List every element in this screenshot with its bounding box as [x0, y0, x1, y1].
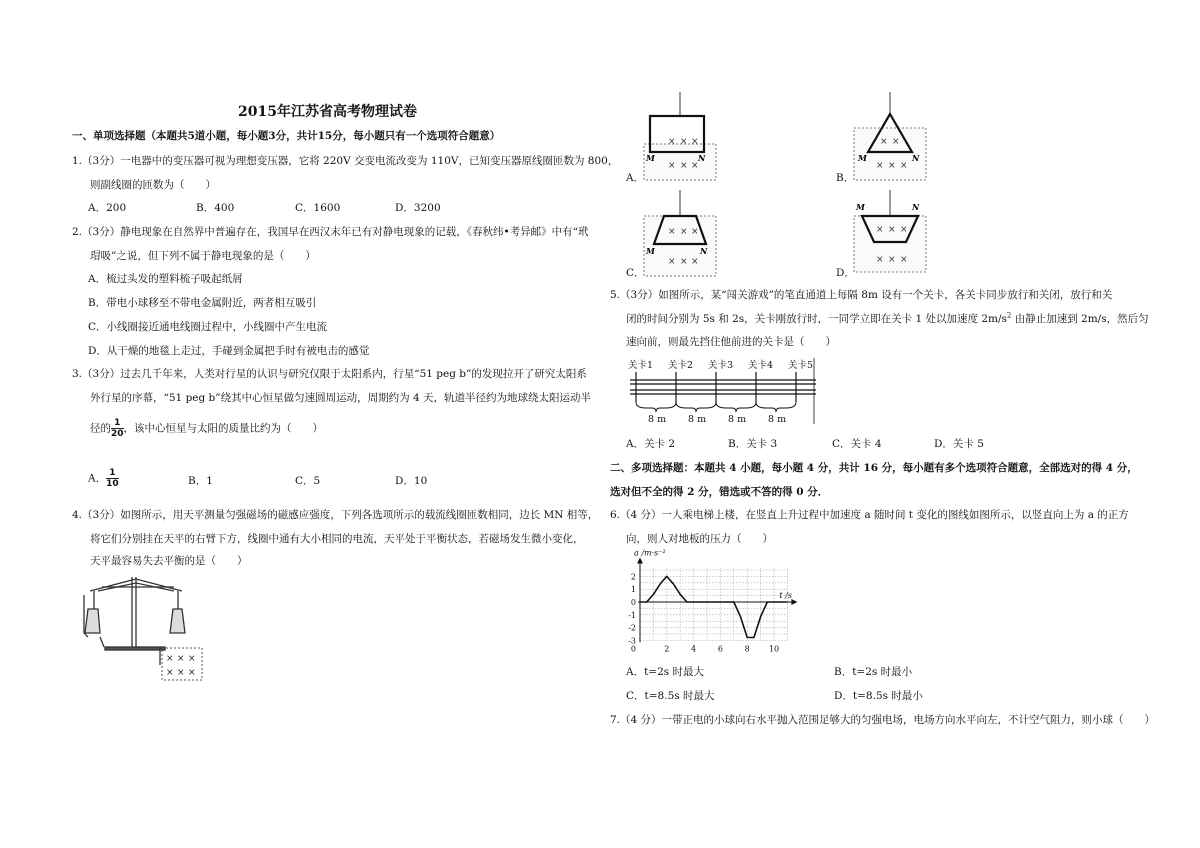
q6-stem-line2: 向，则人对地板的压力（ ） [626, 533, 773, 545]
gap-label: 8 m [728, 414, 747, 425]
q4-stem-line1: 4.（3分）如图所示，用天平测量匀强磁场的磁感应强度，下列各选项所示的载流线圈匝数相同，边长 MN 相等， [72, 509, 599, 521]
q5-stem-line1: 5.（3分）如图所示，某“闯关游戏”的笔直通道上每隔 8m 设有一个关卡，各关卡同步放行和关闭，放行和关 [610, 289, 1113, 301]
q6-option-b[interactable]: B．t=2s 时最小 [834, 666, 913, 678]
acceleration-time-chart [618, 548, 798, 656]
balance-diagram [80, 575, 210, 680]
q3-stem-pre: 径的 [90, 422, 111, 435]
svg-text:×: × [680, 161, 688, 171]
gap-label: 8 m [688, 414, 707, 425]
x-axis-arrow [791, 599, 797, 605]
cross-mark: × [177, 654, 185, 664]
q3-option-d[interactable]: D．10 [395, 475, 428, 487]
q3-option-b[interactable]: B．1 [188, 475, 213, 487]
q4-option-c[interactable]: C． [626, 267, 645, 279]
cross-mark: × [188, 668, 196, 678]
q1-stem-line2: 则副线圈的匝数为（ ） [90, 179, 216, 191]
coil-option-a[interactable] [640, 92, 720, 182]
x-tick-label: 10 [768, 644, 780, 654]
q7-stem-line1: 7.（4 分）一带正电的小球向右水平抛入范围足够大的匀强电场，电场方向水平向左，不计空气阻力，则小球（ ） [610, 714, 1156, 726]
q2-stem-line2: 瑁吸”之说，但下列不属于静电现象的是（ ） [90, 250, 316, 262]
q4-option-b[interactable]: B． [836, 172, 855, 184]
svg-text:N: N [912, 153, 920, 163]
q2-option-b[interactable]: B．带电小球移至不带电金属附近，两者相互吸引 [88, 297, 317, 309]
svg-text:M: M [858, 153, 867, 163]
q5-option-c[interactable]: C．关卡 4 [832, 438, 882, 450]
section-1-heading: 一、单项选择题（本题共5道小题，每小题3分，共计15分，每小题只有一个选项符合题意） [72, 130, 501, 142]
cross-mark: × [166, 668, 174, 678]
x-tick-label: 8 [744, 644, 750, 654]
section-2-heading-line2: 选对但不全的得 2 分，错选或不答的得 0 分． [610, 486, 829, 498]
q1-option-d[interactable]: D．3200 [395, 202, 441, 214]
svg-text:M: M [856, 202, 865, 212]
gate-label-3: 关卡3 [708, 360, 734, 371]
cross-mark: × [177, 668, 185, 678]
svg-text:×: × [668, 161, 676, 171]
x-tick-label: 2 [664, 644, 670, 654]
svg-text:×: × [888, 225, 896, 235]
y-tick-label: 2 [630, 572, 636, 582]
svg-text:×: × [900, 255, 908, 265]
q2-stem-line1: 2.（3分）静电现象在自然界中普遍存在，我国早在西汉末年已有对静电现象的记载，《春秋纬•考异邮》中有“玳 [72, 226, 589, 238]
x-tick-label: 4 [691, 644, 697, 654]
section-2-heading-line1: 二、多项选择题：本题共 4 小题，每小题 4 分，共计 16 分，每小题有多个选项符合题意，全部选对的得 4 分， [610, 462, 1138, 474]
svg-text:M: M [646, 246, 655, 256]
svg-text:×: × [892, 137, 900, 147]
svg-text:N: N [912, 202, 920, 212]
q4-option-d[interactable]: D． [836, 267, 855, 279]
cross-mark: × [166, 654, 174, 664]
svg-text:×: × [888, 161, 896, 171]
y-tick-label: -3 [628, 636, 636, 646]
svg-text:×: × [876, 255, 884, 265]
y-axis-label: a /m·s⁻² [634, 548, 666, 558]
gap-label: 8 m [768, 414, 787, 425]
gate-label-4: 关卡4 [748, 360, 774, 371]
q3-stem-line1: 3.（3分）过去几千年来，人类对行星的认识与研究仅限于太阳系内，行星“51 peg b”的发现拉开了研究太阳系 [72, 368, 587, 380]
svg-text:×: × [900, 225, 908, 235]
svg-text:×: × [668, 227, 676, 237]
y-tick-label: 0 [630, 598, 636, 607]
svg-text:×: × [888, 255, 896, 265]
q2-option-c[interactable]: C．小线圈接近通电线圈过程中，小线圈中产生电流 [88, 321, 328, 333]
paper-title: 2015年江苏省高考物理试卷 [238, 104, 417, 120]
q3-stem-post: ，该中心恒星与太阳的质量比约为（ ） [123, 422, 324, 435]
q1-option-b[interactable]: B．400 [196, 202, 235, 214]
svg-text:×: × [900, 161, 908, 171]
svg-text:×: × [668, 137, 676, 147]
q4-stem-line2: 将它们分别挂在天平的右臂下方，线圈中通有大小相同的电流，天平处于平衡状态，若磁场发生微小变化， [90, 533, 584, 545]
cross-mark: × [188, 654, 196, 664]
svg-text:×: × [680, 227, 688, 237]
q6-stem-line1: 6.（4 分）一人乘电梯上楼，在竖直上升过程中加速度 a 随时间 t 变化的图线如图所示，以竖直向上为 a 的正方 [610, 509, 1129, 521]
q4-stem-line3: 天平最容易失去平衡的是（ ） [90, 555, 248, 567]
series-line [640, 576, 787, 637]
q6-option-d[interactable]: D．t=8.5s 时最小 [834, 690, 923, 702]
gate-label-2: 关卡2 [668, 360, 694, 371]
gap-label: 8 m [648, 414, 667, 425]
q5-option-a[interactable]: A．关卡 2 [626, 438, 676, 450]
q5-stem-line3: 速向前，则最先挡住他前进的关卡是（ ） [626, 336, 836, 348]
q3-option-a[interactable]: A． $\frac{1}{10}$ [88, 468, 119, 489]
svg-text:×: × [691, 257, 699, 267]
svg-text:N: N [700, 246, 708, 256]
q3-stem-line3 [90, 418, 323, 439]
x-axis-label: t /s [779, 591, 792, 600]
gate-label-1: 关卡1 [628, 360, 654, 371]
svg-text:×: × [880, 137, 888, 147]
q6-option-a[interactable]: A．t=2s 时最大 [626, 666, 705, 678]
q3-fraction: $\frac{1}{20}$ [111, 418, 124, 439]
y-tick-label: -2 [628, 623, 636, 633]
q1-option-a[interactable]: A．200 [88, 202, 127, 214]
x-tick-label: 0 [630, 644, 636, 654]
coil-option-d[interactable] [850, 190, 930, 280]
gate-diagram [620, 358, 830, 433]
svg-text:×: × [680, 257, 688, 267]
q3-stem-line2: 外行星的序幕，“51 peg b”绕其中心恒星做匀速圆周运动，周期约为 4 天，轨道半径约为地球绕太阳运动半 [90, 392, 592, 404]
q5-option-b[interactable]: B．关卡 3 [728, 438, 778, 450]
q2-option-d[interactable]: D．从干燥的地毯上走过，手碰到金属把手时有被电击的感觉 [88, 345, 370, 357]
q3-option-c[interactable]: C．5 [295, 475, 321, 487]
y-tick-label: 1 [630, 585, 636, 595]
coil-option-b[interactable] [850, 92, 930, 182]
y-tick-label: -1 [628, 610, 636, 620]
svg-text:N: N [698, 153, 706, 163]
svg-text:×: × [691, 161, 699, 171]
svg-text:M: M [646, 153, 655, 163]
q4-option-a[interactable]: A． [626, 172, 645, 184]
q1-option-c[interactable]: C．1600 [295, 202, 341, 214]
q1-stem-line1: 1.（3分）一电器中的变压器可视为理想变压器，它将 220V 交变电流改变为 110V，已知变压器原线圈匝数为 800， [72, 155, 619, 167]
svg-text:×: × [668, 257, 676, 267]
q2-option-a[interactable]: A．梳过头发的塑料梳子吸起纸屑 [88, 273, 243, 285]
coil-option-c[interactable] [640, 190, 720, 280]
q5-option-d[interactable]: D．关卡 5 [934, 438, 984, 450]
svg-text:×: × [691, 227, 699, 237]
gate-label-5: 关卡5 [788, 360, 814, 371]
svg-text:×: × [691, 137, 699, 147]
q6-option-c[interactable]: C．t=8.5s 时最大 [626, 690, 715, 702]
x-tick-label: 6 [717, 644, 723, 654]
svg-text:×: × [680, 137, 688, 147]
q5-stem-line2: 闭的时间分别为 5s 和 2s，关卡刚放行时，一同学立即在关卡 1 处以加速度 $2m/s^2$ 由静止加速到 2m/s，然后匀 [626, 311, 1149, 325]
y-axis-arrow [637, 557, 643, 563]
svg-text:×: × [876, 225, 884, 235]
svg-text:×: × [876, 161, 884, 171]
